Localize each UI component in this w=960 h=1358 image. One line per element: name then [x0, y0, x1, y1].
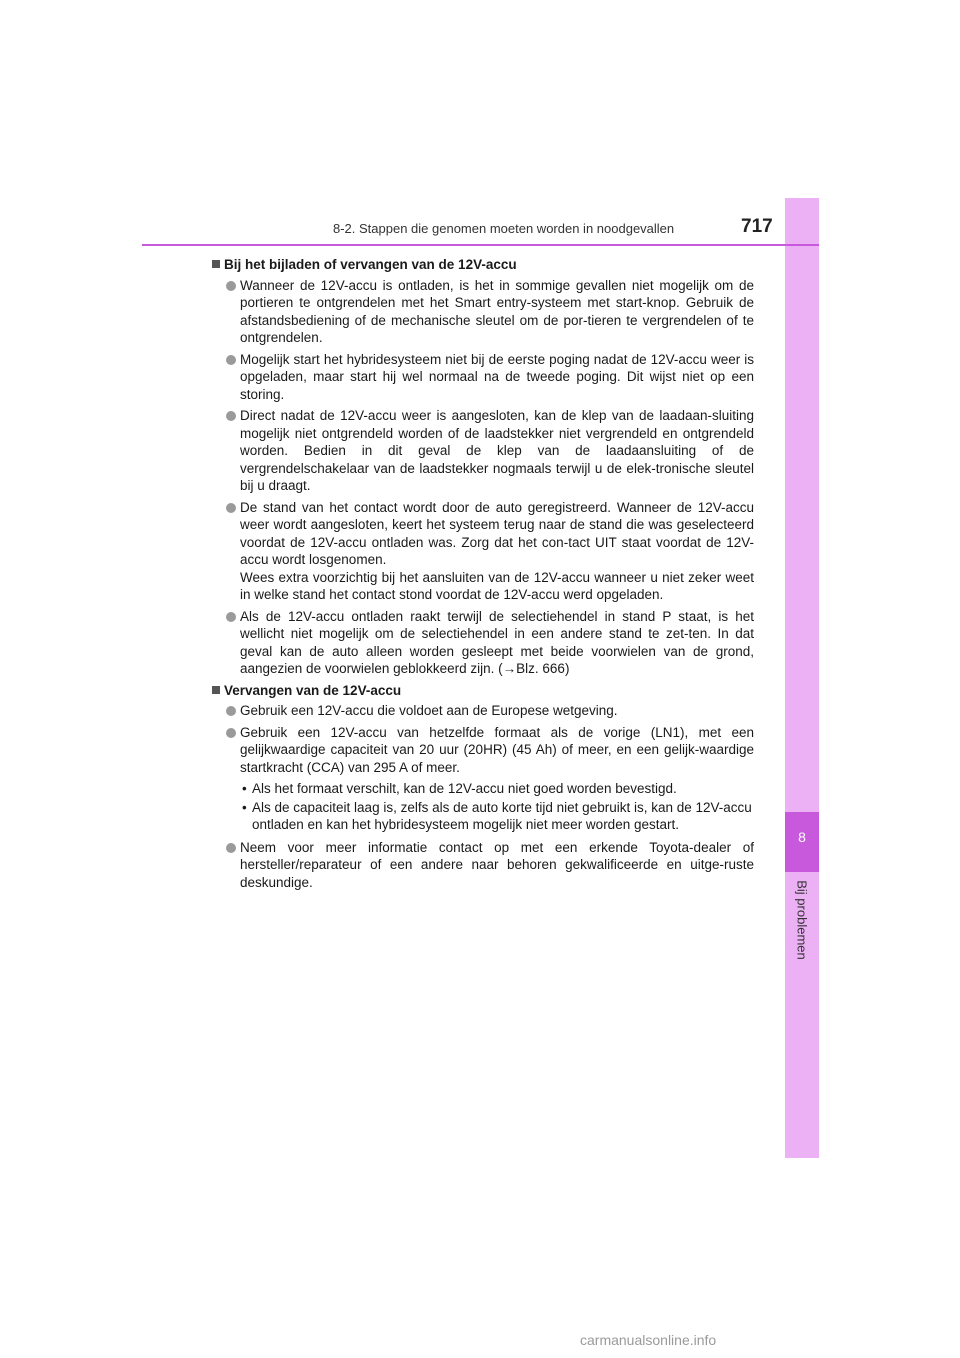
header-divider — [142, 244, 819, 246]
page-content — [212, 256, 754, 895]
list-item: Als de 12V-accu ontladen raakt terwijl de selectiehendel in stand P staat, is het wellicht niet mogelijk om de selectiehendel in een andere stand te zet-ten. In dat geval kan de auto alleen worden gesleept met beide voorwielen van de grond, aangezien de voorwielen geblokkeerd zijn. (→Blz. 666) — [212, 608, 754, 678]
chapter-number: 8 — [798, 829, 806, 845]
chapter-label: Bij problemen — [794, 880, 810, 960]
circle-bullet-icon — [226, 843, 236, 853]
sub-list-item: • Als de capaciteit laag is, zelfs als de auto korte tijd niet gebruikt is, kan de 12V-accu ontladen en kan het hybridesysteem mogelijk niet meer worden gestart. — [242, 799, 752, 832]
list-item: Mogelijk start het hybridesysteem niet bij de eerste poging nadat de 12V-accu weer is opgeladen, maar start hij wel normaal na de tweede poging. Dit wijst niet op een storing. — [212, 351, 754, 404]
circle-bullet-icon — [226, 411, 236, 421]
chapter-side-tab — [785, 198, 819, 1158]
section-heading: Bij het bijladen of vervangen van de 12V-accu — [212, 256, 754, 274]
watermark: carmanualsonline.info — [580, 1332, 717, 1348]
page-header-title: 8-2. Stappen die genomen moeten worden in noodgevallen — [333, 221, 675, 236]
circle-bullet-icon — [226, 355, 236, 365]
circle-bullet-icon — [226, 612, 236, 622]
list-item: Gebruik een 12V-accu van hetzelfde formaat als de vorige (LN1), met een gelijkwaardige capaciteit van 20 uur (20HR) (45 Ah) of meer, en een gelijk-waardige startkracht (CCA) van 295 A of meer. — [212, 724, 754, 777]
list-item: Gebruik een 12V-accu die voldoet aan de Europese wetgeving. — [212, 702, 754, 720]
circle-bullet-icon — [226, 728, 236, 738]
circle-bullet-icon — [226, 281, 236, 291]
list-item: Neem voor meer informatie contact op met een erkende Toyota-dealer of hersteller/reparateur of een andere naar behoren gekwalificeerde en uitge-ruste deskundige. — [212, 839, 754, 892]
page-number: 717 — [741, 216, 773, 237]
circle-bullet-icon — [226, 503, 236, 513]
list-item: De stand van het contact wordt door de auto geregistreerd. Wanneer de 12V-accu weer wordt aangesloten, keert het systeem terug naar de stand die was geselecteerd voordat de 12V-accu ontladen was. Zorg dat het con-tact UIT staat voordat de 12V-accu wordt losgenomen. Wees extra voorzichtig bij het aansluiten van de 12V-accu wanneer u niet zeker weet in welke stand het contact stond voordat de 12V-accu werd opgeladen. — [212, 499, 754, 604]
sub-list — [212, 780, 754, 834]
small-bullet-icon: • — [242, 781, 247, 796]
section-heading: Vervangen van de 12V-accu — [212, 682, 754, 700]
small-bullet-icon: • — [242, 799, 247, 815]
circle-bullet-icon — [226, 706, 236, 716]
square-bullet-icon — [212, 260, 220, 268]
list-item: Direct nadat de 12V-accu weer is aangesloten, kan de klep van de laadaan-sluiting mogelijk niet ontgrendeld worden of de laadstekker niet vergrendeld en ontgrendeld worden. Bedien in dit geval de klep van de laadaansluiting of de vergrendelschakelaar van de laadstekker nogmaals terwijl u de elek-tronische sleutel bij u draagt. — [212, 407, 754, 495]
sub-list-item: • Als het formaat verschilt, kan de 12V-accu niet goed worden bevestigd. — [242, 781, 677, 796]
square-bullet-icon — [212, 686, 220, 694]
list-item: Wanneer de 12V-accu is ontladen, is het in sommige gevallen niet mogelijk om de portieren te ontgrendelen met het Smart entry-systeem met start-knop. Gebruik de afstandsbediening of de mechanische sleutel om de por-tieren te vergrendelen of te ontgrendelen. — [212, 277, 754, 347]
